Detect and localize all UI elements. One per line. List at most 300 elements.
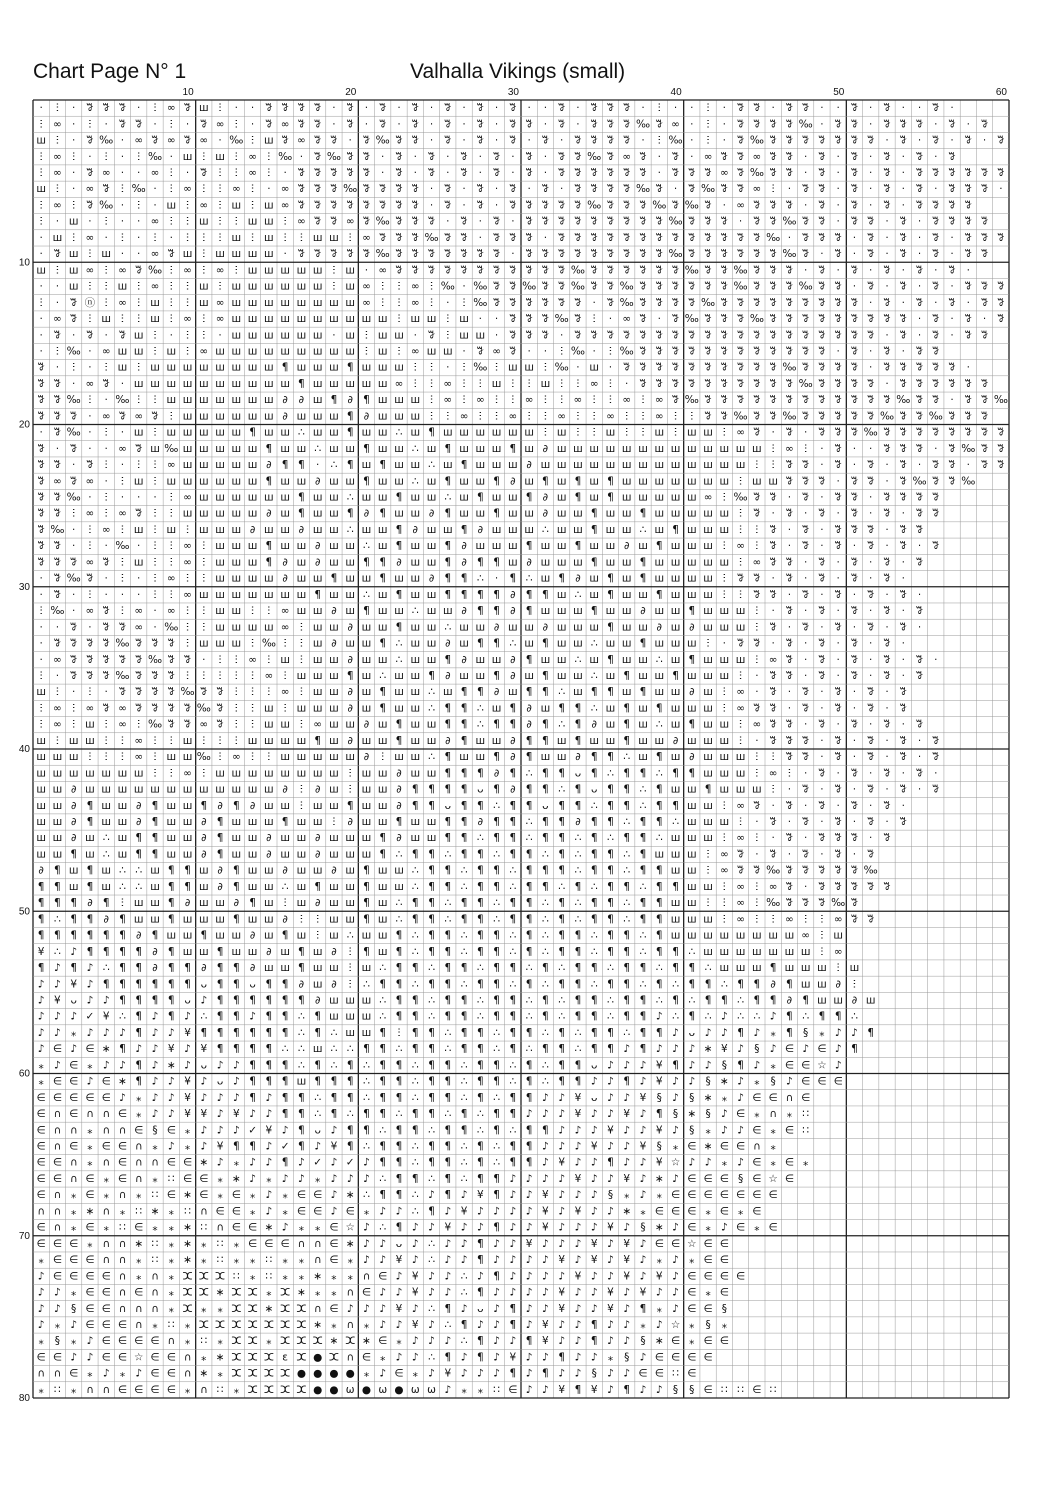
stitch-symbol: · xyxy=(836,167,840,180)
stitch-symbol: ♪ xyxy=(54,1026,61,1039)
stitch-symbol: ꗌ xyxy=(574,329,582,342)
stitch-symbol: ∂ xyxy=(282,556,288,569)
stitch-symbol: ш xyxy=(247,816,258,829)
stitch-symbol: ¶ xyxy=(509,1043,517,1056)
stitch-symbol: ш xyxy=(264,572,274,585)
stitch-symbol: ♪ xyxy=(542,1286,549,1299)
stitch-symbol: ∴ xyxy=(460,864,468,877)
stitch-symbol: ⵗ xyxy=(348,231,352,244)
stitch-symbol: ¶ xyxy=(86,864,94,877)
stitch-symbol: ⵗ xyxy=(738,669,743,682)
stitch-symbol: ⵗ xyxy=(250,702,255,715)
stitch-symbol: ꗌ xyxy=(931,231,940,244)
stitch-symbol: ꗌ xyxy=(508,313,517,326)
stitch-symbol: ꗌ xyxy=(671,345,680,358)
stitch-symbol: ш xyxy=(312,426,323,439)
stitch-symbol: ⁎ xyxy=(152,1318,158,1331)
stitch-symbol: ш xyxy=(589,491,600,504)
stitch-symbol: ∩ xyxy=(53,1108,62,1121)
stitch-symbol: ш xyxy=(215,588,225,601)
stitch-symbol: ⵗ xyxy=(88,686,92,699)
stitch-symbol: ¶ xyxy=(428,426,435,439)
stitch-symbol: ꗌ xyxy=(883,799,891,812)
stitch-symbol: ꗌ xyxy=(541,248,550,261)
stitch-symbol: ш xyxy=(621,572,632,585)
stitch-symbol: ш xyxy=(475,442,486,455)
stitch-symbol: ∂ xyxy=(396,799,402,812)
stitch-symbol: ♪ xyxy=(493,1318,500,1331)
stitch-symbol: ♪ xyxy=(395,1318,403,1331)
stitch-symbol: ¶ xyxy=(688,605,696,618)
stitch-symbol: § xyxy=(689,1383,695,1396)
stitch-symbol: ¶ xyxy=(509,799,517,812)
stitch-symbol: ♪ xyxy=(590,1221,598,1234)
stitch-symbol: ∷ xyxy=(54,1383,61,1396)
stitch-symbol: ♪ xyxy=(607,1205,614,1218)
stitch-symbol: ш xyxy=(410,394,421,407)
stitch-symbol: ш xyxy=(540,751,551,764)
stitch-symbol: ∗ xyxy=(654,1221,664,1234)
stitch-symbol: ꗌ xyxy=(915,296,924,309)
stitch-symbol: ш xyxy=(768,929,778,942)
stitch-symbol: ¶ xyxy=(379,1091,387,1104)
stitch-symbol: ꗌ xyxy=(883,880,891,893)
stitch-symbol: ⵗ xyxy=(364,329,369,342)
stitch-symbol: ш xyxy=(231,231,242,244)
stitch-symbol: ¶ xyxy=(672,799,679,812)
stitch-symbol: ш xyxy=(654,426,665,439)
stitch-symbol: ¶ xyxy=(70,848,78,861)
stitch-symbol: ꗌ xyxy=(557,231,566,244)
stitch-symbol: ¶ xyxy=(216,816,224,829)
stitch-symbol: ¶ xyxy=(493,880,500,893)
stitch-symbol: ∴ xyxy=(363,1075,370,1088)
stitch-symbol: ⵗ xyxy=(104,491,108,504)
stitch-symbol: ꗌ xyxy=(866,394,875,407)
stitch-symbol: ш xyxy=(573,637,583,650)
stitch-symbol: ш xyxy=(312,507,323,520)
stitch-symbol: · xyxy=(738,215,743,228)
stitch-symbol: ꗌ xyxy=(346,102,355,115)
stitch-symbol: ¶ xyxy=(558,848,566,861)
stitch-symbol: ∈ xyxy=(703,1270,713,1283)
stitch-symbol: ∩ xyxy=(37,1205,45,1218)
stitch-symbol: ш xyxy=(361,734,372,747)
stitch-symbol: ¶ xyxy=(298,1124,305,1137)
stitch-symbol: ш xyxy=(556,669,567,682)
stitch-symbol: ⵗ xyxy=(673,410,678,423)
stitch-symbol: ш xyxy=(670,442,681,455)
stitch-symbol: ш xyxy=(377,605,388,618)
stitch-symbol: ♪ xyxy=(639,1059,647,1072)
stitch-symbol: ш xyxy=(752,962,762,975)
stitch-symbol: ¶ xyxy=(542,994,549,1007)
stitch-symbol: ш xyxy=(215,523,225,536)
stitch-symbol: ♪ xyxy=(184,1059,191,1072)
stitch-symbol: · xyxy=(836,183,840,196)
stitch-symbol: ꗌ xyxy=(899,751,908,764)
stitch-symbol: ∈ xyxy=(101,1270,111,1283)
stitch-symbol: ш xyxy=(573,669,583,682)
stitch-symbol: ⵗ xyxy=(169,313,173,326)
stitch-symbol: ꗌ xyxy=(883,118,891,131)
stitch-symbol: ꗌ xyxy=(948,475,956,488)
stitch-symbol: ¶ xyxy=(379,459,387,472)
stitch-symbol: ш xyxy=(198,913,209,926)
stitch-symbol: ¶ xyxy=(167,994,175,1007)
stitch-symbol: ¶ xyxy=(476,880,484,893)
stitch-symbol: ш xyxy=(133,783,144,796)
stitch-symbol: ⵗ xyxy=(137,394,141,407)
stitch-symbol: ꗌ xyxy=(720,394,729,407)
stitch-symbol: ꗌ xyxy=(590,167,599,180)
stitch-symbol: ш xyxy=(361,686,372,699)
stitch-symbol: ∞ xyxy=(85,183,95,196)
stitch-symbol: ш xyxy=(410,556,421,569)
stitch-symbol: ꗌ xyxy=(525,199,534,212)
stitch-symbol: ш xyxy=(280,734,290,747)
stitch-symbol: ꗌ xyxy=(899,621,908,634)
stitch-symbol: ш xyxy=(117,783,128,796)
stitch-symbol: ∞ xyxy=(410,345,420,358)
stitch-symbol: ∂ xyxy=(314,848,321,861)
stitch-symbol: ꗌ xyxy=(899,540,908,553)
stitch-symbol: ⵋ xyxy=(247,1318,258,1331)
stitch-symbol: ш xyxy=(621,588,632,601)
stitch-symbol: ш xyxy=(426,637,437,650)
stitch-symbol: · xyxy=(820,118,824,131)
stitch-symbol: ш xyxy=(638,459,648,472)
stitch-symbol: ♪ xyxy=(379,1367,387,1380)
stitch-symbol: ꗌ xyxy=(964,394,973,407)
stitch-symbol: ∩ xyxy=(118,1237,127,1250)
stitch-symbol: ꗌ xyxy=(850,556,859,569)
stitch-symbol: ¶ xyxy=(444,832,452,845)
stitch-symbol: ш xyxy=(133,913,144,926)
stitch-symbol: ⵗ xyxy=(576,410,580,423)
stitch-symbol: ш xyxy=(654,459,665,472)
stitch-symbol: ꗌ xyxy=(37,556,46,569)
stitch-symbol: ∴ xyxy=(281,880,289,893)
stitch-symbol: ш xyxy=(394,410,404,423)
stitch-symbol: ш xyxy=(198,280,209,293)
stitch-symbol: ꗌ xyxy=(818,296,826,309)
stitch-symbol: ꗌ xyxy=(834,864,843,877)
stitch-symbol: · xyxy=(104,231,108,244)
stitch-symbol: ꗌ xyxy=(899,134,908,147)
stitch-symbol: ∈ xyxy=(166,1367,176,1380)
stitch-symbol: ∂ xyxy=(477,816,484,829)
stitch-symbol: ш xyxy=(849,962,860,975)
stitch-symbol: ¶ xyxy=(265,1059,273,1072)
stitch-symbol: ꗌ xyxy=(199,686,208,699)
stitch-symbol: ∴ xyxy=(558,962,566,975)
stitch-symbol: · xyxy=(820,523,824,536)
stitch-symbol: ¶ xyxy=(786,1026,793,1039)
stitch-symbol: ш xyxy=(264,799,274,812)
stitch-symbol: ⵗ xyxy=(397,313,401,326)
stitch-symbol: ¶ xyxy=(672,669,679,682)
stitch-symbol: ¶ xyxy=(119,945,126,958)
stitch-symbol: ш xyxy=(459,637,469,650)
stitch-symbol: ¶ xyxy=(607,686,614,699)
stitch-symbol: ¶ xyxy=(542,816,549,829)
stitch-symbol: ¶ xyxy=(444,945,452,958)
stitch-symbol: ⵗ xyxy=(137,718,141,731)
stitch-symbol: ꗌ xyxy=(818,767,826,780)
stitch-symbol: ⵋ xyxy=(345,1335,356,1348)
stitch-symbol: ⵗ xyxy=(332,280,336,293)
stitch-symbol: ш xyxy=(491,426,502,439)
stitch-symbol: ꗌ xyxy=(639,150,647,163)
stitch-symbol: · xyxy=(722,102,727,115)
stitch-symbol: ш xyxy=(361,783,372,796)
stitch-symbol: ш xyxy=(491,734,502,747)
stitch-symbol: ¶ xyxy=(509,442,517,455)
stitch-symbol: ¶ xyxy=(428,783,435,796)
stitch-symbol: ♪ xyxy=(346,1302,354,1315)
stitch-symbol: ¥ xyxy=(184,1091,191,1104)
stitch-symbol: ¶ xyxy=(525,880,533,893)
stitch-symbol: ♪ xyxy=(460,1221,468,1234)
stitch-symbol: ш xyxy=(605,507,616,520)
stitch-symbol: · xyxy=(885,702,889,715)
stitch-symbol: ꗌ xyxy=(785,280,794,293)
stitch-symbol: ꗌ xyxy=(931,491,940,504)
stitch-symbol: ∂ xyxy=(217,880,223,893)
stitch-symbol: ⵗ xyxy=(755,621,759,634)
stitch-symbol: · xyxy=(202,653,206,666)
stitch-symbol: ш xyxy=(670,459,681,472)
stitch-symbol: ш xyxy=(670,897,681,910)
stitch-symbol: · xyxy=(55,296,60,309)
stitch-symbol: ш xyxy=(85,718,95,731)
stitch-symbol: ꗌ xyxy=(801,588,810,601)
stitch-symbol: ¶ xyxy=(493,475,500,488)
stitch-symbol: ¶ xyxy=(607,475,614,488)
stitch-symbol: ¶ xyxy=(558,572,566,585)
stitch-symbol: ∴ xyxy=(639,523,647,536)
stitch-symbol: ∈ xyxy=(719,1270,729,1283)
stitch-symbol: ꗌ xyxy=(655,296,664,309)
stitch-symbol: ‰ xyxy=(424,231,439,244)
stitch-symbol: ⁎ xyxy=(87,1367,93,1380)
stitch-symbol: ¶ xyxy=(428,929,435,942)
stitch-symbol: ⵗ xyxy=(625,410,629,423)
stitch-symbol: ш xyxy=(247,945,258,958)
stitch-symbol: ∗ xyxy=(345,1237,355,1250)
stitch-symbol: ш xyxy=(182,832,193,845)
stitch-symbol: ш xyxy=(264,134,274,147)
stitch-symbol: ∞ xyxy=(719,864,729,877)
stitch-symbol: ꗌ xyxy=(834,783,843,796)
stitch-symbol: ꗌ xyxy=(883,442,891,455)
stitch-symbol: ⵗ xyxy=(381,280,385,293)
stitch-symbol: ∴ xyxy=(720,978,728,991)
pattern-title: Valhalla Vikings (small) xyxy=(410,60,626,83)
stitch-symbol: ¶ xyxy=(558,897,566,910)
stitch-symbol: ш xyxy=(573,621,583,634)
stitch-symbol: ‰ xyxy=(66,394,81,407)
stitch-symbol: ш xyxy=(361,962,372,975)
stitch-symbol: · xyxy=(885,134,889,147)
stitch-symbol: ⵗ xyxy=(706,134,710,147)
stitch-symbol: ꗌ xyxy=(53,329,62,342)
stitch-symbol: ‰ xyxy=(587,150,602,163)
stitch-symbol: ¶ xyxy=(444,1075,452,1088)
stitch-symbol: ♪ xyxy=(525,1189,533,1202)
stitch-symbol: ⵗ xyxy=(462,394,466,407)
stitch-symbol: ꗌ xyxy=(86,459,94,472)
stitch-symbol: ꗌ xyxy=(915,507,924,520)
stitch-symbol: · xyxy=(673,183,678,196)
stitch-symbol: ∴ xyxy=(119,1010,126,1023)
stitch-symbol: ꗌ xyxy=(769,215,778,228)
stitch-symbol: ꗌ xyxy=(687,231,696,244)
stitch-symbol: ш xyxy=(670,637,681,650)
stitch-symbol: ♪ xyxy=(574,1156,582,1169)
stitch-symbol: ∷ xyxy=(151,1189,159,1202)
stitch-symbol: ш xyxy=(377,945,388,958)
stitch-symbol: ꗌ xyxy=(574,183,582,196)
stitch-symbol: ꗌ xyxy=(53,572,62,585)
stitch-symbol: ¶ xyxy=(655,1108,663,1121)
stitch-symbol: ¶ xyxy=(639,994,647,1007)
stitch-symbol: ш xyxy=(247,459,258,472)
stitch-symbol: ¶ xyxy=(574,1383,582,1396)
stitch-symbol: ꗌ xyxy=(655,329,664,342)
stitch-symbol: ⵗ xyxy=(250,183,255,196)
stitch-symbol: · xyxy=(966,118,971,131)
stitch-symbol: ¶ xyxy=(655,945,663,958)
stitch-symbol: · xyxy=(120,167,125,180)
stitch-symbol: ꗌ xyxy=(948,459,956,472)
stitch-symbol: ¶ xyxy=(867,1026,875,1039)
stitch-symbol: ∞ xyxy=(134,605,144,618)
stitch-symbol: ш xyxy=(426,523,437,536)
stitch-symbol: ꗌ xyxy=(752,588,761,601)
stitch-symbol: ♪ xyxy=(216,1124,224,1137)
stitch-symbol: ꗌ xyxy=(411,264,420,277)
stitch-symbol: · xyxy=(885,523,889,536)
stitch-symbol: ш xyxy=(377,377,388,390)
stitch-symbol: ⁎ xyxy=(315,1286,321,1299)
stitch-symbol: ꗌ xyxy=(525,313,534,326)
stitch-symbol: ● xyxy=(313,1383,323,1396)
stitch-symbol: ꗌ xyxy=(801,523,810,536)
stitch-symbol: ⵗ xyxy=(706,897,710,910)
stitch-symbol: ш xyxy=(182,848,193,861)
stitch-symbol: ꗌ xyxy=(639,280,647,293)
stitch-symbol: ¶ xyxy=(119,994,126,1007)
stitch-symbol: ш xyxy=(394,394,404,407)
stitch-symbol: ♪ xyxy=(200,994,208,1007)
stitch-symbol: ш xyxy=(36,783,46,796)
stitch-symbol: ш xyxy=(198,897,209,910)
stitch-symbol: ш xyxy=(345,832,356,845)
stitch-symbol: ш xyxy=(589,572,600,585)
stitch-symbol: ∈ xyxy=(69,1270,79,1283)
stitch-symbol: ¶ xyxy=(802,994,810,1007)
stitch-symbol: ⵋ xyxy=(215,1270,226,1283)
stitch-symbol: ш xyxy=(394,669,404,682)
stitch-symbol: ꗌ xyxy=(752,377,761,390)
stitch-symbol: ¶ xyxy=(428,1043,435,1056)
stitch-symbol: ꗌ xyxy=(883,102,891,115)
stitch-symbol: ш xyxy=(703,718,713,731)
stitch-symbol: ∈ xyxy=(361,1351,372,1364)
stitch-symbol: ш xyxy=(264,215,274,228)
stitch-symbol: ¶ xyxy=(525,1140,533,1153)
stitch-symbol: ꗌ xyxy=(443,264,452,277)
stitch-symbol: ∴ xyxy=(493,1043,500,1056)
stitch-symbol: ∞ xyxy=(833,913,843,926)
stitch-symbol: ∞ xyxy=(378,264,388,277)
stitch-symbol: ¶ xyxy=(655,540,663,553)
stitch-symbol: ш xyxy=(101,864,112,877)
stitch-symbol: ꗌ xyxy=(752,296,761,309)
stitch-symbol: ꗌ xyxy=(866,280,875,293)
stitch-symbol: ш xyxy=(231,816,242,829)
stitch-symbol: ш xyxy=(719,442,730,455)
stitch-symbol: ꗌ xyxy=(525,248,534,261)
stitch-symbol: ♪ xyxy=(119,1091,126,1104)
stitch-symbol: ∞ xyxy=(199,345,209,358)
stitch-symbol: ∈ xyxy=(36,1351,46,1364)
stitch-symbol: ⵗ xyxy=(771,751,775,764)
stitch-symbol: ∈ xyxy=(36,1091,46,1104)
stitch-symbol: ¶ xyxy=(655,783,663,796)
stitch-symbol: ш xyxy=(247,767,258,780)
stitch-symbol: ш xyxy=(540,653,551,666)
stitch-symbol: ∴ xyxy=(460,978,468,991)
stitch-symbol: ∂ xyxy=(184,897,191,910)
stitch-symbol: ш xyxy=(817,962,827,975)
stitch-symbol: ∗ xyxy=(703,1043,713,1056)
stitch-symbol: ꗌ xyxy=(834,734,843,747)
stitch-symbol: · xyxy=(869,556,873,569)
stitch-symbol: ♪ xyxy=(525,1286,533,1299)
stitch-symbol: ш xyxy=(410,621,421,634)
stitch-symbol: ꗌ xyxy=(899,377,908,390)
stitch-symbol: ꗌ xyxy=(183,702,192,715)
stitch-symbol: ш xyxy=(68,767,79,780)
stitch-symbol: ꗌ xyxy=(785,199,794,212)
stitch-symbol: ⁎ xyxy=(315,1221,321,1234)
stitch-symbol: ш xyxy=(280,767,290,780)
stitch-symbol: ♪ xyxy=(395,1270,403,1283)
stitch-symbol: ¶ xyxy=(298,994,305,1007)
stitch-symbol: ⵗ xyxy=(234,686,239,699)
stitch-symbol: ꗌ xyxy=(362,248,371,261)
stitch-symbol: ꗌ xyxy=(866,410,875,423)
stitch-symbol: ⁎ xyxy=(249,1189,256,1202)
stitch-symbol: ꗌ xyxy=(801,102,810,115)
stitch-symbol: ● xyxy=(394,1383,404,1396)
stitch-symbol: ꗌ xyxy=(818,394,826,407)
stitch-symbol: ш xyxy=(166,848,177,861)
stitch-symbol: ꗌ xyxy=(834,394,843,407)
stitch-symbol: · xyxy=(397,102,401,115)
stitch-symbol: ¶ xyxy=(493,1221,500,1234)
stitch-symbol: ♪ xyxy=(704,1059,712,1072)
stitch-symbol: ¶ xyxy=(476,978,484,991)
stitch-symbol: ∴ xyxy=(444,621,452,634)
stitch-symbol: ꗌ xyxy=(134,442,143,455)
stitch-symbol: § xyxy=(705,1318,711,1331)
stitch-symbol: ш xyxy=(475,653,486,666)
stitch-symbol: ш xyxy=(133,426,144,439)
